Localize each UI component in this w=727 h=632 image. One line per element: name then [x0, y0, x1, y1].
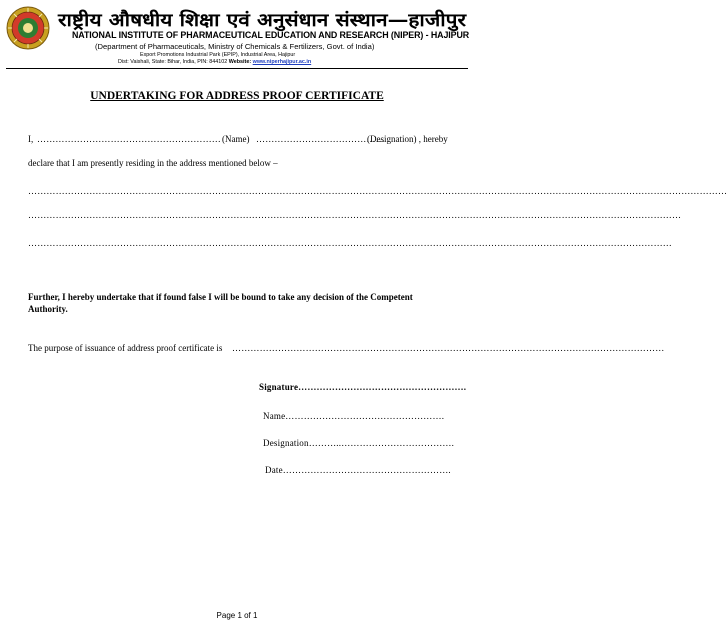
signature-name-field: Name……………………………………………. — [263, 411, 445, 421]
address-dots-2: …………………………………………………………………………………………………………………………………………………………………………………………… — [28, 210, 682, 220]
document-title — [0, 90, 474, 102]
designation-dots: …………………………………… — [256, 134, 385, 144]
declaration-text: declare that I am presently residing in the address mentioned below – — [28, 158, 278, 168]
header-rule — [6, 68, 468, 69]
department-line: (Department of Pharmaceuticals, Ministry of Chemicals & Fertilizers, Govt. of India) — [95, 42, 375, 51]
institute-name: NATIONAL INSTITUTE OF PHARMACEUTICAL EDUCATION AND RESEARCH (NIPER) - HAJIPUR — [72, 30, 470, 40]
purpose-label: The purpose of issuance of address proof certificate is — [28, 343, 223, 353]
address-line-2-text: Dist: Vaishali, State: Bihar, India, PIN: 844102 — [118, 59, 228, 65]
hindi-title-text: राष्ट्रीय औषधीय शिक्षा एवं अनुसंधान संस्थान—हाजीपुर — [58, 10, 411, 31]
website-link[interactable]: www.niperhajipur.ac.in — [252, 59, 312, 65]
hindi-title — [58, 7, 468, 31]
undertaking-text: Further, I hereby undertake that if found false I will be bound to take any decision of the Competent — [28, 292, 413, 302]
address-line-2 — [118, 59, 311, 65]
line1-prefix: I, — [28, 134, 34, 144]
authority-text: Authority. — [28, 304, 68, 314]
signature-field: Signature………………………………………………. — [259, 382, 467, 392]
designation-label: (Designation) , hereby — [367, 134, 448, 144]
niper-logo — [6, 6, 50, 50]
address-line-1: Export Promotions Industrial Park (EPIP), Industrial Area, Hajipur — [140, 52, 296, 58]
website-label: Website: — [228, 59, 252, 65]
signature-date-field: Date………………………………………………. — [265, 465, 451, 475]
document-title-text: UNDERTAKING FOR ADDRESS PROOF CERTIFICATE — [90, 90, 384, 102]
name-label: (Name) — [222, 134, 250, 144]
signature-designation-field: Designation………..………………………………. — [263, 438, 455, 448]
address-dots-3: ………………………………………………………………………………………………………………………………………………………………………………………… — [28, 238, 672, 248]
purpose-dots: …………………………………………………………………………………………………………………………… — [232, 343, 665, 353]
page-number — [0, 611, 474, 620]
name-dots: …………………………………………………… — [37, 134, 221, 144]
page-number-text: Page 1 of 1 — [216, 611, 258, 620]
address-dots-1: ………………………………………………………………………………………………………………………………………………………………………………………………………… — [28, 186, 727, 196]
